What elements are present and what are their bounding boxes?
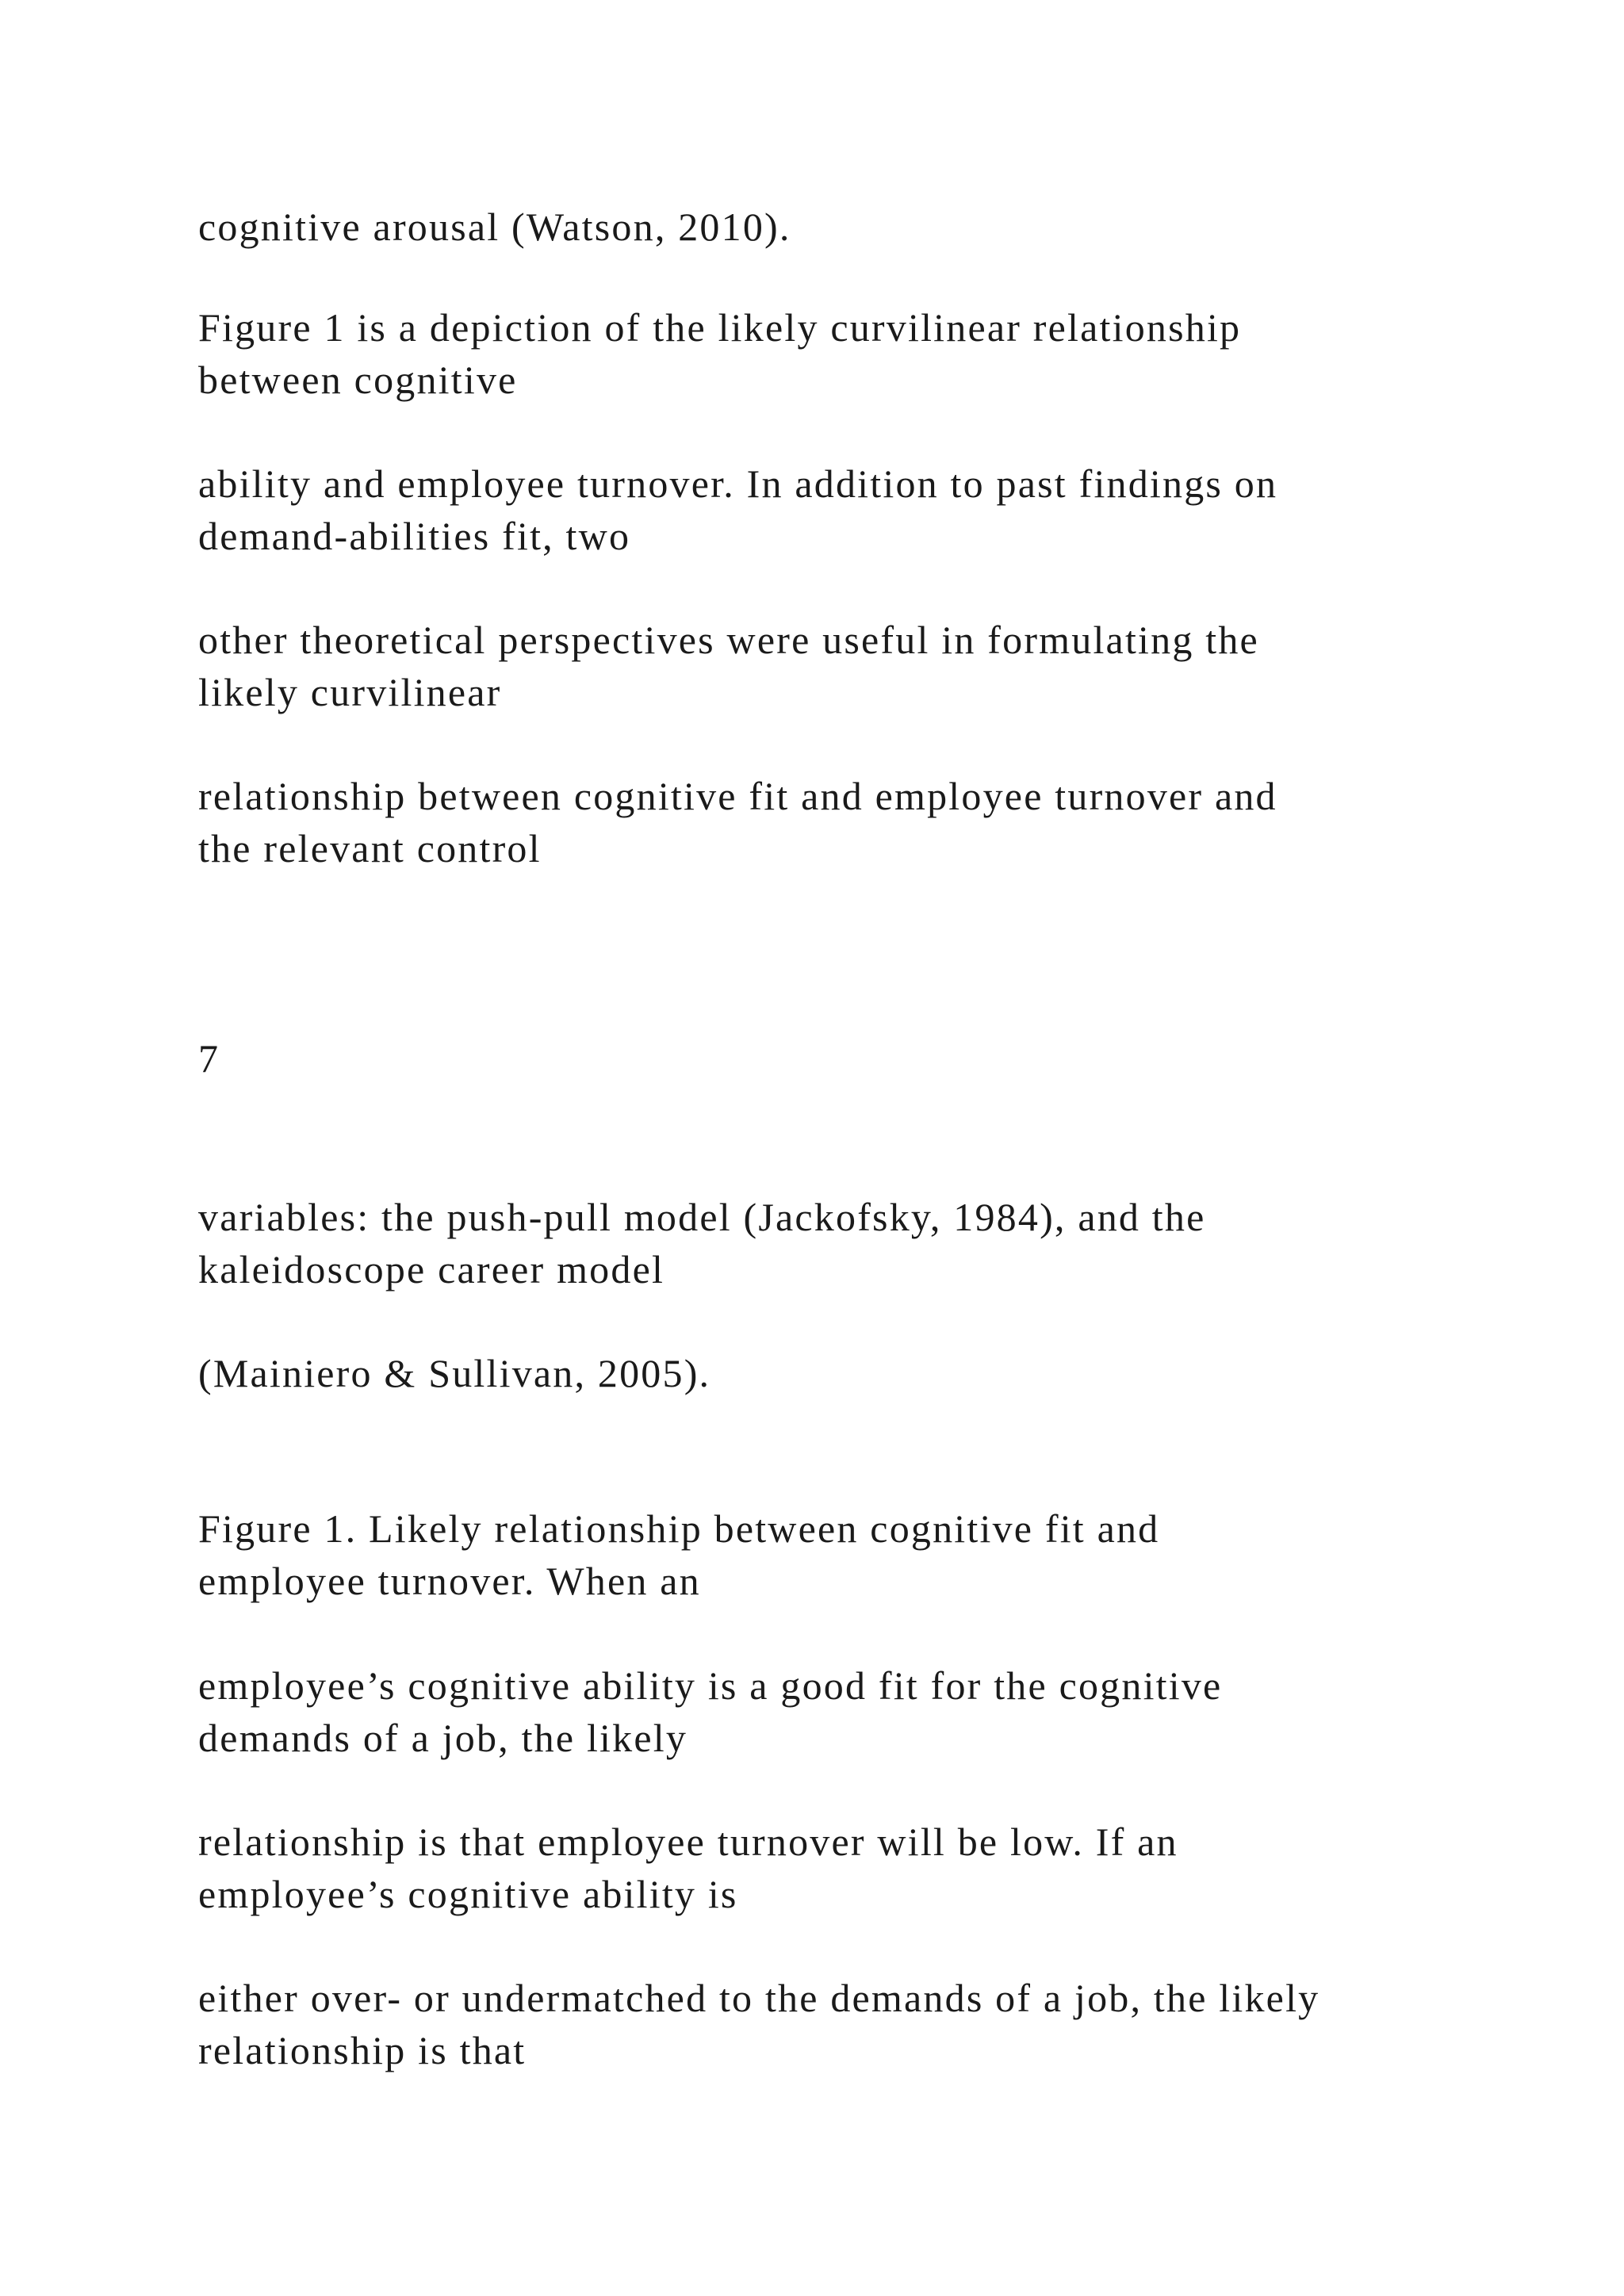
text-line: variables: the push-pull model (Jackofsky, 1984), and the	[198, 1195, 1206, 1239]
text-line: demands of a job, the likely	[198, 1716, 688, 1760]
text-line: relationship is that employee turnover will be low. If an	[198, 1820, 1178, 1864]
text-line: relationship between cognitive fit and employee turnover and	[198, 774, 1277, 818]
text-line: cognitive arousal (Watson, 2010).	[198, 205, 791, 249]
figure-caption	[198, 1502, 1546, 1607]
page-number: 7	[198, 1036, 218, 1081]
text-line: either over- or undermatched to the demands of a job, the likely	[198, 1976, 1320, 2020]
paragraph-citation	[198, 1347, 1546, 1399]
paragraph-over-undermatched	[198, 1972, 1546, 2076]
text-line: other theoretical perspectives were useful in formulating the	[198, 618, 1259, 662]
text-line: relationship is that	[198, 2028, 527, 2072]
text-line: (Mainiero & Sullivan, 2005).	[198, 1351, 711, 1395]
text-line: Figure 1. Likely relationship between cognitive fit and	[198, 1506, 1160, 1551]
text-line: the relevant control	[198, 826, 542, 871]
text-line: between cognitive	[198, 358, 518, 402]
paragraph-ability-turnover	[198, 457, 1546, 562]
text-line: likely curvilinear	[198, 670, 502, 714]
text-line: kaleidoscope career model	[198, 1247, 665, 1292]
text-line: employee turnover. When an	[198, 1559, 701, 1603]
paragraph-cognitive-arousal	[198, 201, 1546, 253]
text-line: employee’s cognitive ability is a good fit for the cognitive	[198, 1663, 1223, 1708]
paragraph-variables-models	[198, 1191, 1546, 1295]
paragraph-good-fit	[198, 1659, 1546, 1764]
text-line: employee’s cognitive ability is	[198, 1872, 738, 1916]
paragraph-figure-depiction	[198, 301, 1546, 406]
text-line: Figure 1 is a depiction of the likely curvilinear relationship	[198, 305, 1242, 350]
text-line: demand-abilities fit, two	[198, 514, 631, 558]
paragraph-theoretical-perspectives	[198, 614, 1546, 718]
paragraph-turnover-low	[198, 1816, 1546, 1920]
paragraph-relationship-control	[198, 770, 1546, 874]
text-line: ability and employee turnover. In addition to past findings on	[198, 461, 1278, 506]
